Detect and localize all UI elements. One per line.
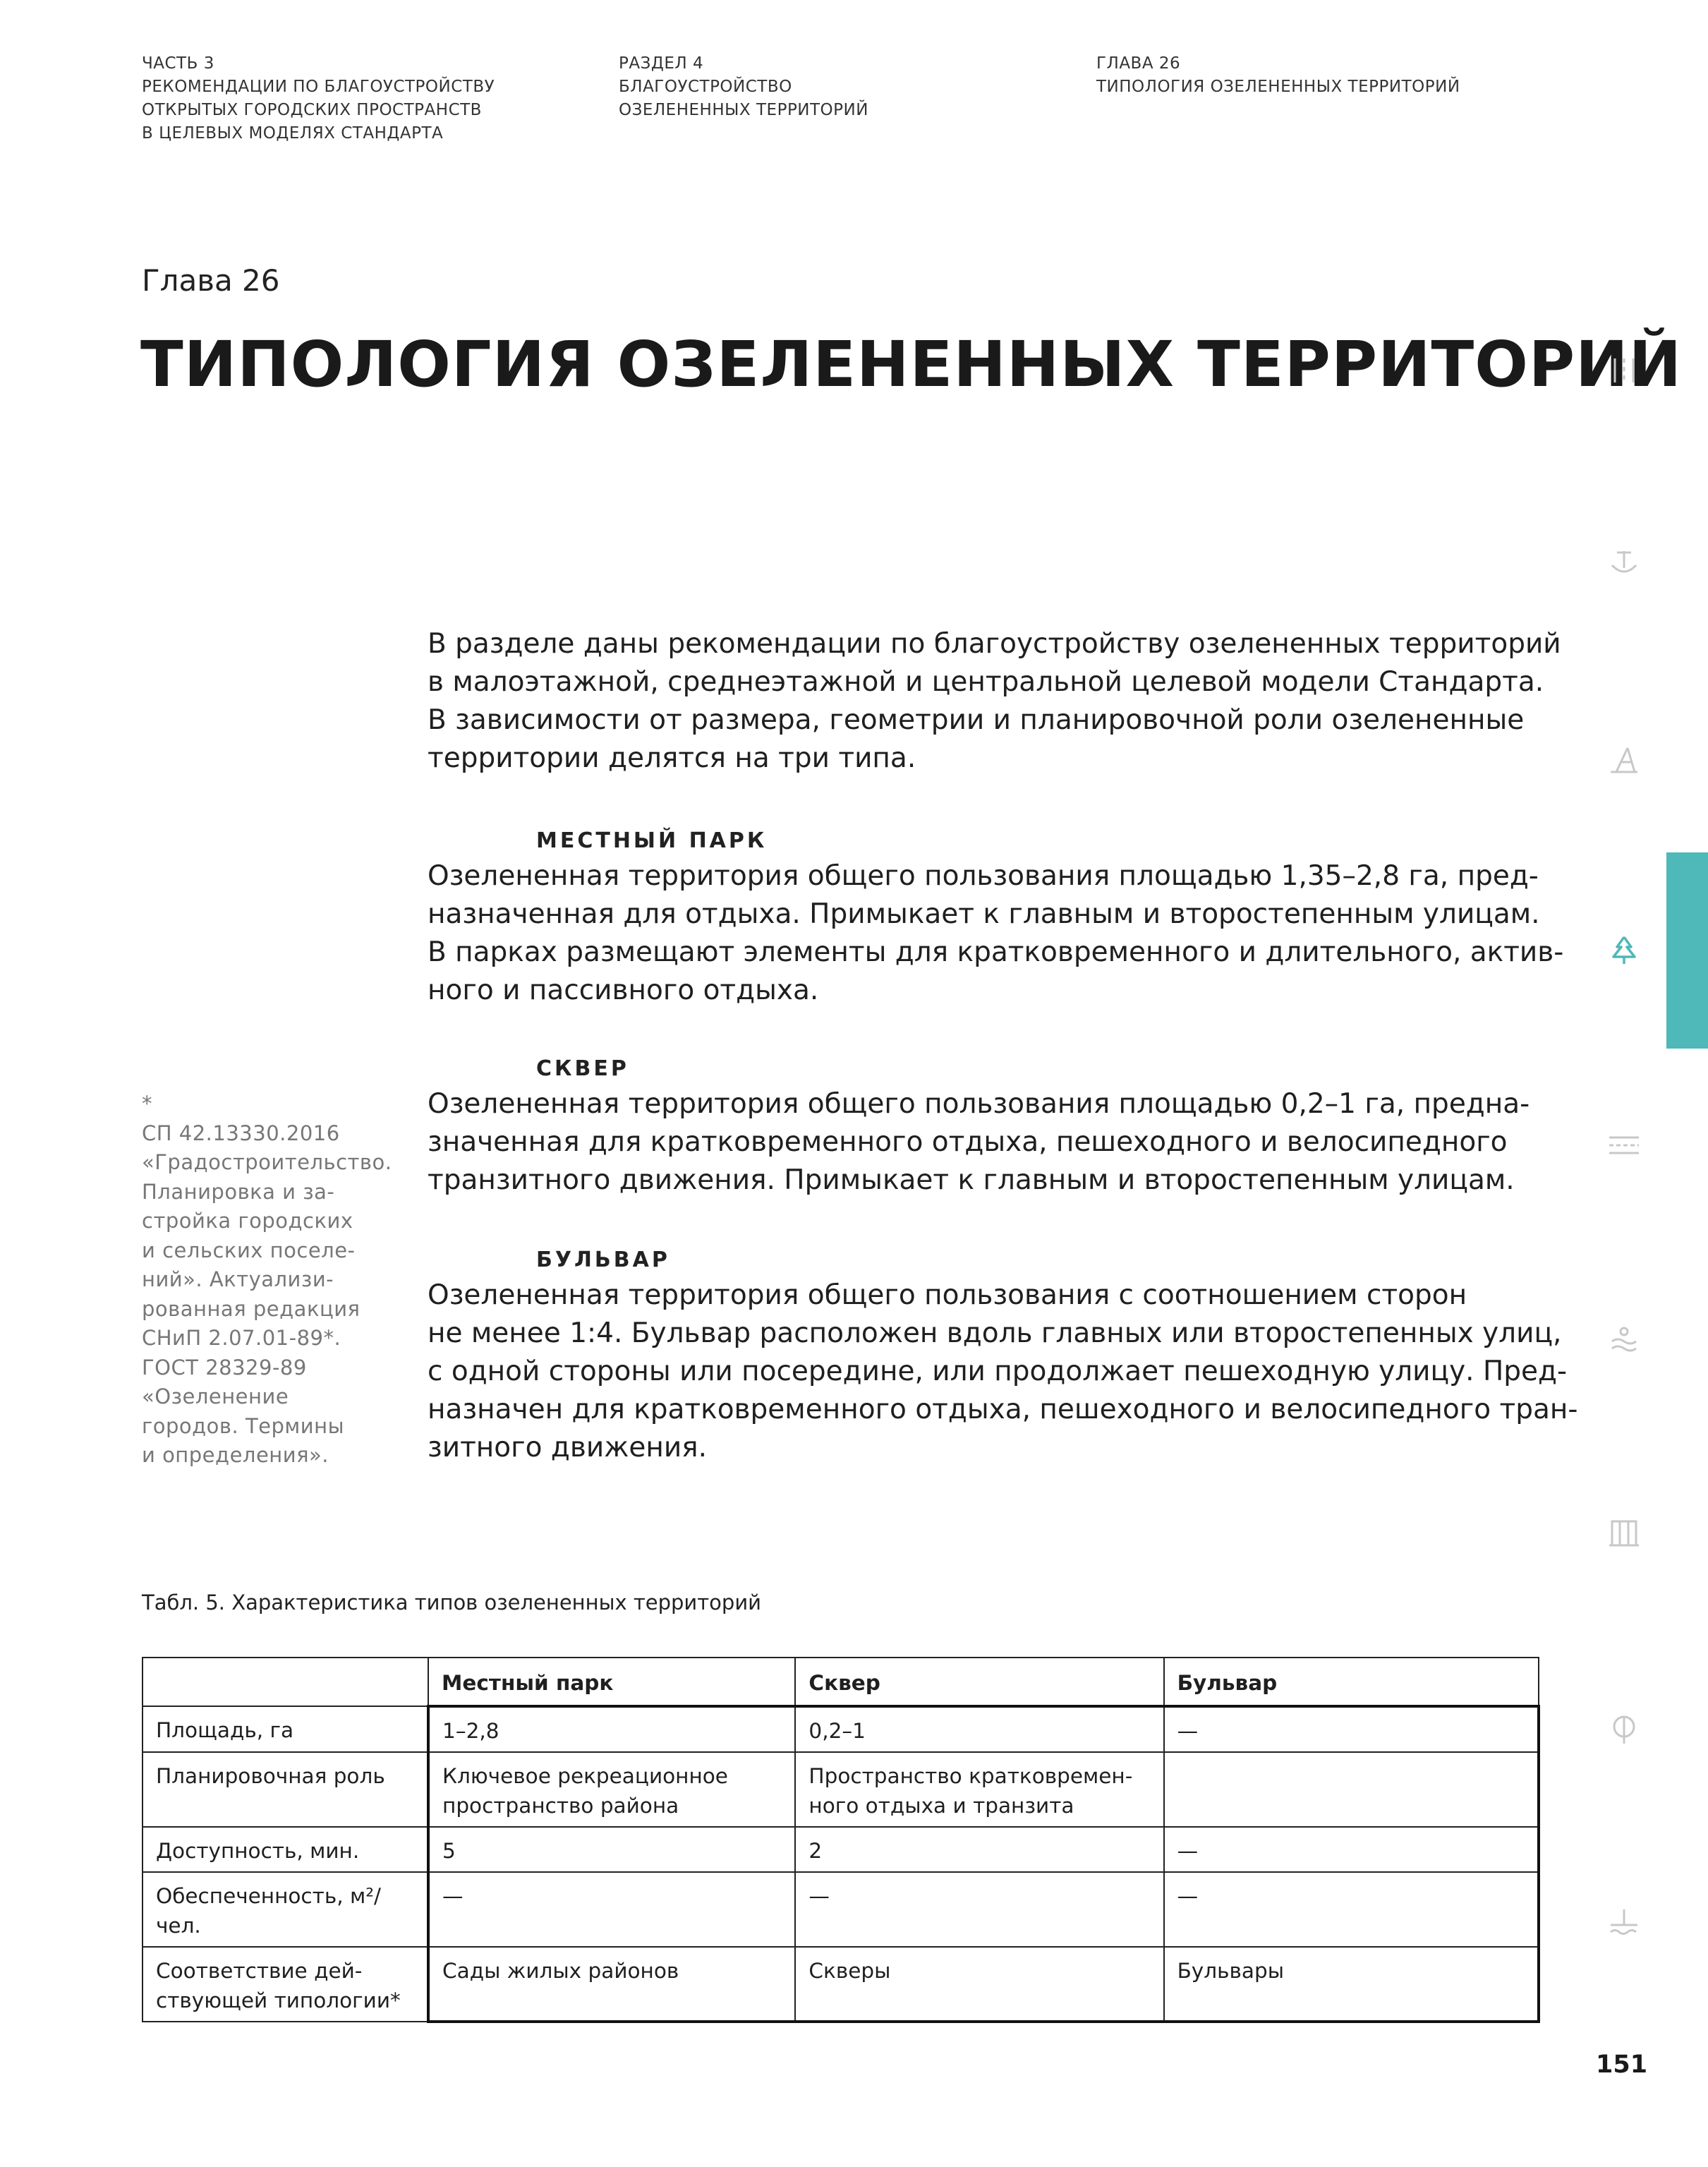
page-number: 151 bbox=[1596, 2051, 1648, 2079]
lamp-icon[interactable] bbox=[1606, 1711, 1642, 1746]
table-cell: 0,2–1 bbox=[795, 1706, 1163, 1752]
footnote-line: и определения». bbox=[142, 1443, 329, 1467]
table-cell: — bbox=[1164, 1706, 1539, 1752]
text-line: назначен для кратковременного отдыха, пешеходного и велосипедного тран- bbox=[428, 1394, 1578, 1425]
tree-icon[interactable] bbox=[1606, 933, 1642, 968]
table-cell: Сады жилых районов bbox=[428, 1947, 795, 2022]
table-header-cell: Сквер bbox=[795, 1658, 1163, 1706]
header-line: РЕКОМЕНДАЦИИ ПО БЛАГОУСТРОЙСТВУ bbox=[142, 78, 495, 96]
table-cell: — bbox=[1164, 1827, 1539, 1872]
text-line: В зависимости от размера, геометрии и планировочной роли озелененные bbox=[428, 704, 1525, 736]
table-row bbox=[143, 1706, 1539, 1752]
text-line: Озелененная территория общего пользования с соотношением сторон bbox=[428, 1279, 1467, 1311]
table-row bbox=[143, 1827, 1539, 1872]
table-row bbox=[143, 1752, 1539, 1827]
text-line: Озелененная территория общего пользования площадью 1,35–2,8 га, пред- bbox=[428, 860, 1539, 892]
intro-paragraph bbox=[428, 625, 1561, 778]
text-line: не менее 1:4. Бульвар расположен вдоль главных или второстепенных улиц, bbox=[428, 1317, 1562, 1349]
pool-icon[interactable] bbox=[1606, 1322, 1642, 1357]
table-cell: Бульвары bbox=[1164, 1947, 1539, 2022]
table-cell: Скверы bbox=[795, 1947, 1163, 2022]
text-line: назначенная для отдыха. Примыкает к главным и второстепенным улицам. bbox=[428, 898, 1540, 930]
footnote-line: ГОСТ 28329-89 bbox=[142, 1355, 307, 1380]
table-cell: — bbox=[428, 1872, 795, 1947]
fountain-icon[interactable] bbox=[1606, 547, 1642, 582]
footnote-line: стройка городских bbox=[142, 1209, 353, 1233]
running-header-section bbox=[619, 52, 986, 122]
table-cell: — bbox=[1164, 1872, 1539, 1947]
table-caption: Табл. 5. Характеристика типов озелененных территорий bbox=[142, 1590, 762, 1614]
parking-icon[interactable] bbox=[1606, 353, 1642, 388]
text-line: В разделе даны рекомендации по благоустройству озелененных территорий bbox=[428, 628, 1561, 660]
running-header-chapter bbox=[1096, 52, 1590, 99]
table-cell: Пространство кратковремен-ного отдыха и транзита bbox=[795, 1752, 1163, 1827]
text-line: В парках размещают элементы для кратковременного и длительного, актив- bbox=[428, 936, 1564, 968]
table-row-label: Соответствие дей-ствующей типологии* bbox=[143, 1947, 428, 2022]
table-row bbox=[143, 1947, 1539, 2022]
text-line: ного и пассивного отдыха. bbox=[428, 974, 819, 1006]
text-line: транзитного движения. Примыкает к главным и второстепенным улицам. bbox=[428, 1164, 1515, 1196]
footnote-line: «Градостроительство. bbox=[142, 1150, 392, 1174]
footnote-line: СНиП 2.07.01-89*. bbox=[142, 1326, 341, 1350]
waterfront-icon[interactable] bbox=[1606, 1905, 1642, 1940]
text-line: зитного движения. bbox=[428, 1432, 708, 1463]
footnote-line: Планировка и за- bbox=[142, 1179, 335, 1204]
type-heading-square: СКВЕР bbox=[536, 1056, 629, 1081]
table-cell: 1–2,8 bbox=[428, 1706, 795, 1752]
table-row-label: Планировочная роль bbox=[143, 1752, 428, 1827]
table-header-cell: Местный парк bbox=[428, 1658, 795, 1706]
footnote-line: и сельских поселе- bbox=[142, 1238, 356, 1262]
footnote-line: * bbox=[142, 1092, 152, 1116]
table-header-cell bbox=[143, 1658, 428, 1706]
text-line: территории делятся на три типа. bbox=[428, 742, 916, 774]
characteristics-table bbox=[142, 1657, 1540, 2023]
footnote-line: ний». Актуализи- bbox=[142, 1267, 334, 1291]
table-row-label: Доступность, мин. bbox=[143, 1827, 428, 1872]
type-description-boulevard bbox=[428, 1276, 1578, 1467]
building-icon[interactable] bbox=[1606, 1516, 1642, 1551]
footnote bbox=[142, 1089, 410, 1471]
header-line: В ЦЕЛЕВЫХ МОДЕЛЯХ СТАНДАРТА bbox=[142, 124, 444, 143]
text-line: значенная для кратковременного отдыха, пешеходного и велосипедного bbox=[428, 1126, 1508, 1158]
table-header-row bbox=[143, 1658, 1539, 1706]
header-line: ОЗЕЛЕНЕННЫХ ТЕРРИТОРИЙ bbox=[619, 101, 868, 119]
text-line: в малоэтажной, среднеэтажной и центральной целевой модели Стандарта. bbox=[428, 666, 1544, 698]
chapter-title: ТИПОЛОГИЯ ОЗЕЛЕНЕННЫХ ТЕРРИТОРИЙ bbox=[140, 327, 1683, 401]
footnote-line: рованная редакция bbox=[142, 1296, 361, 1321]
table-cell: Ключевое рекреационное пространство района bbox=[428, 1752, 795, 1827]
lines-icon[interactable] bbox=[1606, 1128, 1642, 1163]
footnote-line: городов. Термины bbox=[142, 1413, 344, 1438]
header-line: ТИПОЛОГИЯ ОЗЕЛЕНЕННЫХ ТЕРРИТОРИЙ bbox=[1096, 78, 1460, 96]
type-description-square bbox=[428, 1085, 1549, 1200]
header-line: ОТКРЫТЫХ ГОРОДСКИХ ПРОСТРАНСТВ bbox=[142, 101, 482, 119]
table-cell: 2 bbox=[795, 1827, 1163, 1872]
type-heading-local-park: МЕСТНЫЙ ПАРК bbox=[536, 828, 768, 853]
footnote-line: «Озеленение bbox=[142, 1384, 289, 1408]
chapter-label: Глава 26 bbox=[142, 263, 280, 298]
table-cell: 5 bbox=[428, 1827, 795, 1872]
type-description-local-park bbox=[428, 857, 1564, 1010]
header-line: РАЗДЕЛ 4 bbox=[619, 54, 704, 73]
running-header-part bbox=[142, 52, 579, 145]
table-cell bbox=[1164, 1752, 1539, 1827]
header-line: ЧАСТЬ 3 bbox=[142, 54, 214, 73]
header-line: БЛАГОУСТРОЙСТВО bbox=[619, 78, 792, 96]
table-cell: — bbox=[795, 1872, 1163, 1947]
type-heading-boulevard: БУЛЬВАР bbox=[536, 1248, 670, 1272]
playground-icon[interactable] bbox=[1606, 741, 1642, 776]
footnote-line: СП 42.13330.2016 bbox=[142, 1121, 340, 1145]
text-line: Озелененная территория общего пользования площадью 0,2–1 га, предна- bbox=[428, 1088, 1530, 1120]
active-section-tab[interactable] bbox=[1666, 852, 1708, 1049]
header-line: ГЛАВА 26 bbox=[1096, 54, 1181, 73]
table-row-label: Площадь, га bbox=[143, 1706, 428, 1752]
table-row bbox=[143, 1872, 1539, 1947]
table-row-label: Обеспеченность, м²/чел. bbox=[143, 1872, 428, 1947]
table-header-cell: Бульвар bbox=[1164, 1658, 1539, 1706]
text-line: с одной стороны или посередине, или продолжает пешеходную улицу. Пред- bbox=[428, 1356, 1568, 1387]
